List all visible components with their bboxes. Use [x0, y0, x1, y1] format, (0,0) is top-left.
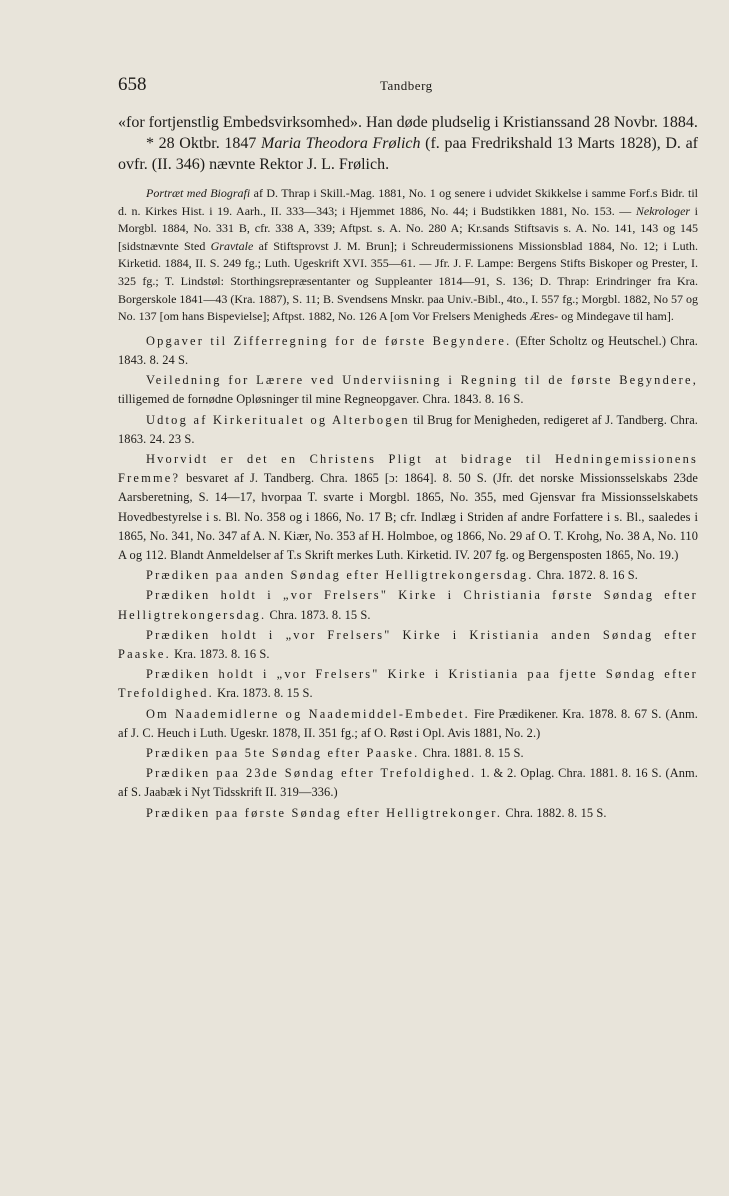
page-number: 658: [118, 74, 147, 95]
entry-title: Prædiken paa anden Søndag efter Helligtrekongersdag.: [146, 568, 534, 583]
bibliography-entry: [118, 566, 698, 585]
entry-details: til Brug for Menigheden, redigeret af J. Tandberg. Chra. 1863. 24. 23 S.: [118, 412, 698, 446]
portrait-lead: Portræt med Biografi: [146, 186, 251, 200]
entry-title: Om Naademidlerne og Naademiddel-Embedet.: [146, 706, 470, 721]
entry-details: Chra. 1872. 8. 16 S.: [533, 568, 638, 583]
entry-details: (Efter Scholtz og Heutschel.) Chra. 1843. 8. 24 S.: [118, 333, 698, 367]
bibliography-entry: [118, 804, 698, 823]
entry-details: tilligemed de fornødne Opløsninger til mine Regneopgaver. Chra. 1843. 8. 16 S.: [118, 392, 524, 407]
entry-details: Kra. 1873. 8. 15 S.: [213, 686, 313, 701]
intro-paragraph: «for fortjenstlig Embedsvirksomhed». Han døde pludselig i Kristianssand 28 Novbr. 1884.: [118, 114, 698, 131]
bibliography-entry: [118, 371, 698, 409]
portrait-text-2: i Morgbl. 1884, No. 331 B, cfr. 338 A, 339; Aftpst. s. A. No. 280 A; Kr.sands Stiftsavis s. A. No. 141, 143 og 145 [sidstnævnte Sted: [118, 203, 698, 253]
gravtale-term: Gravtale: [210, 238, 254, 253]
entry-title: Udtog af Kirkeritualet og Alterbogen: [146, 412, 410, 427]
bibliography-entry: [118, 586, 698, 624]
bibliography-entry: [118, 450, 698, 565]
portrait-text-3: af Stiftsprovst J. M. Brun]; i Schreudermissionens Missionsblad 1884, No. 12; i Luth. Kirketid. 1884, II. S. 249 fg.; Luth. Ugeskrift XVI. 355—61. — Jfr. J. F. Lampe: Bergens Stifts Biskoper og Prester, I. 325 fg.; T. Lindstøl: Storthingsrepræsentanter og Suppleanter 1814—91, S. 136; D. Thrap: Erindringer fra Kra. Borgerskole 1841—43 (Kra. 1887), S. 11; B. Svendsens Mnskr. paa Univ.-Bibl., 4to., I. 557 fg.; Morgbl. 1882, No 57 og No. 137 [om hans Bispevielse]; Aftpst. 1882, No. 126 A [om Vor Frelsers Menigheds Æres- og Mindegave til ham].: [118, 238, 698, 324]
page-header: [118, 74, 698, 104]
bibliography-entry: [118, 626, 698, 664]
entry-title: Veiledning for Lærere ved Underviisning i Regning til de første Begyndere,: [146, 373, 698, 388]
nekrologer-term: Nekrologer: [635, 203, 691, 218]
running-head: Tandberg: [380, 78, 433, 93]
entry-details: Chra. 1881. 8. 15 S.: [419, 746, 524, 761]
bibliography-entry: [118, 705, 698, 743]
entry-details: Kra. 1873. 8. 16 S.: [170, 647, 270, 661]
wife-suffix: (f. paa Fredrikshald 13 Marts 1828), D. af ovfr. (II. 346) nævnte Rektor J. L. Frølich.: [118, 135, 699, 173]
entry-title: Prædiken paa første Søndag efter Helligtrekonger.: [146, 805, 503, 820]
wife-paragraph: [118, 133, 698, 175]
bibliography-entry: [118, 411, 698, 449]
entry-title: Prædiken holdt i „vor Frelsers" Kirke i Christiania første Søndag efter Helligtrekongersdag.: [118, 588, 698, 622]
bibliography-list: [118, 332, 698, 823]
entry-title: Prædiken paa 23de Søndag efter Trefoldighed.: [146, 766, 477, 781]
bibliography-entry: [118, 332, 698, 370]
entry-title: Prædiken holdt i „vor Frelsers" Kirke i Kristiania anden Søndag efter Paaske.: [118, 627, 698, 661]
wife-name: Maria Theodora Frølich: [261, 135, 421, 152]
entry-title: Hvorvidt er det en Christens Pligt at bidrage til Hedningemissionens Fremme?: [118, 451, 698, 486]
entry-details: Fire Prædikener. Kra. 1878. 8. 67 S. (Anm. af J. C. Heuch i Luth. Ugeskr. 1878, II. 351 fg.; af O. Røst i Opl. Avis 1881, No. 2.): [118, 706, 698, 740]
entry-title: Prædiken holdt i „vor Frelsers" Kirke i Kristiania paa fjette Søndag efter Trefoldighed.: [118, 667, 698, 701]
entry-details: Chra. 1882. 8. 15 S.: [502, 805, 607, 820]
portrait-text-1: af D. Thrap i Skill.-Mag. 1881, No. 1 og senere i udvidet Skikkelse i samme Forf.s Bidr. til d. n. Kirkes Hist. i 19. Aarh., II. 333—343; i Hjemmet 1886, No. 44; i Budstikken 1881, No. 153. —: [118, 186, 698, 218]
entry-details: Chra. 1873. 8. 15 S.: [266, 607, 371, 622]
page-body: [118, 112, 698, 823]
bibliography-entry: [118, 744, 698, 763]
entry-details: 1. & 2. Oplag. Chra. 1881. 8. 16 S. (Anm. af S. Jaabæk i Nyt Tidsskrift II. 319—336.): [118, 766, 698, 800]
portrait-references: [118, 185, 698, 326]
entry-title: Prædiken paa 5te Søndag efter Paaske.: [146, 746, 420, 761]
entry-details: besvaret af J. Tandberg. Chra. 1865 [ɔ: 1864]. 8. 50 S. (Jfr. det norske Missionsselskabs 23de Aarsberetning, S. 14—17, hvorpaa T. svarte i Morgbl. 1865, No. 355, med Gjensvar fra Missionsselskabets Hovedbestyrelse i s. Bl. No. 358 og i 1866, No. 17 B; cfr. Indlæg i Striden af andre Forfattere i s. Bl., saaledes i 1865, No. 341, No. 347 af A. N. Kiær, No. 353 af H. Holmboe, og 1866, No. 29 af O. T. Krohg, No. 38 A, No. 110 A og 112. Blandt Anmeldelser af T.s Skrift merkes Luth. Kirketid. IV. 207 fg. og Bergensposten 1865, No. 19.): [118, 471, 698, 562]
bibliography-entry: [118, 764, 698, 802]
wife-prefix: * 28 Oktbr. 1847: [146, 135, 262, 152]
entry-title: Opgaver til Zifferregning for de første Begyndere.: [146, 333, 512, 348]
bibliography-entry: [118, 665, 698, 703]
